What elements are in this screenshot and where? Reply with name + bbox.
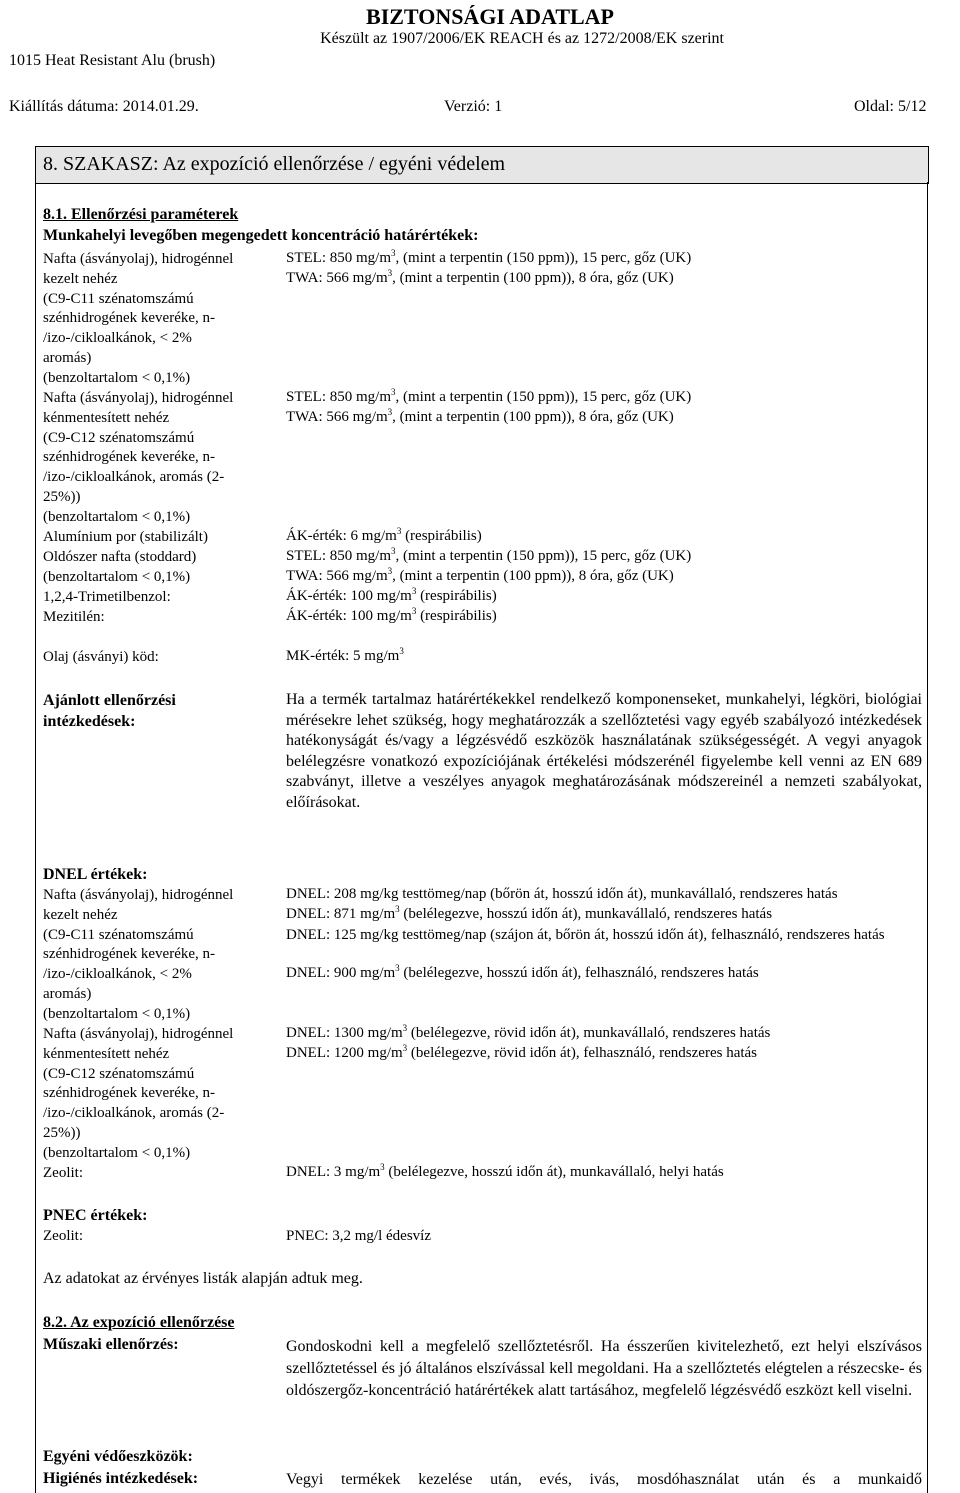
- product-name: 1015 Heat Resistant Alu (brush): [9, 52, 216, 69]
- substance-line: Zeolit:: [43, 1165, 83, 1181]
- dnel-substance-2: [43, 1025, 273, 1163]
- subsection-8-1-title: 8.1. Ellenőrzési paraméterek: [43, 206, 239, 223]
- substance-line: kénmentesített nehéz: [43, 409, 170, 426]
- technical-text: Gondoskodni kell a megfelelő szellőztetésről. Ha ésszerűen kivitelezhető, ezt helyi elszívásos szellőztetéssel és jó általános elszívással kell megoldani. Ha a szellőztetés elégtelen a részecske- és oldószergőz-koncentráció határértékek alatt tartásához, megfelelő légzésvédő eszközt kell viselni.: [286, 1338, 922, 1399]
- recommended-text: Ha a termék tartalmaz határértékekkel rendelkező komponenseket, munkahelyi, légköri, biológiai mérésekre lehet szükség, hogy meghatározzák a szellőztetési vagy egyéb szabályozó intézkedések hatékonyságát és/vagy a légzésvédő eszközök használatának szükségességét. A vegyi anyagok belélegzésre vonatkozó expozíciójának értékelési módszerénél figyelembe kell venni az EN 689 szabványt, illetve a veszélyes anyagok meghatározásának módszereinél a nemzeti szabályokat, előírásokat.: [286, 691, 922, 811]
- right-border: [927, 182, 928, 1493]
- substance-line: /izo-/cikloalkánok, aromás (2-: [43, 469, 225, 485]
- dnel-substance-1: [43, 886, 273, 1024]
- recommended-label-line: intézkedések:: [43, 713, 136, 730]
- substance-line: szénhidrogének keveréke, n-: [43, 310, 216, 327]
- limit-value: TWA: 566 $mg/m^3$, (mint a terpentin (100 ppm)), 8 óra, gőz (UK): [286, 566, 674, 584]
- limit-value: TWA: 566 $mg/m^3$, (mint a terpentin (100 ppm)), 8 óra, gőz (UK): [286, 268, 674, 286]
- dnel-value: DNEL: 1300 $mg/m^3$ (belélegezve, rövid időn át), munkavállaló, rendszeres hatás: [286, 1023, 771, 1041]
- limit-value: TWA: 566 $mg/m^3$, (mint a terpentin (100 ppm)), 8 óra, gőz (UK): [286, 407, 674, 425]
- version: Verzió: 1: [444, 98, 503, 115]
- subsection-8-2-title: 8.2. Az expozíció ellenőrzése: [43, 1314, 235, 1331]
- substance-line: Oldószer nafta (stoddard): [43, 549, 197, 565]
- dnel-value: DNEL: 900 $mg/m^3$ (belélegezve, hosszú időn át), felhasználó, rendszeres hatás: [286, 963, 759, 981]
- limit-substance-3: [43, 528, 273, 548]
- limit-value: ÁK-érték: 6 $mg/m^3$ (respirábilis): [286, 526, 482, 544]
- section-title: 8. SZAKASZ: Az expozíció ellenőrzése / egyéni védelem: [43, 153, 506, 175]
- substance-line: Nafta (ásványolaj), hidrogénnel: [43, 1026, 234, 1042]
- dnel-heading: DNEL értékek:: [43, 866, 148, 883]
- page-number: Oldal: 5/12: [854, 98, 927, 115]
- dnel-substance-3: [43, 1164, 273, 1184]
- substance-line: (C9-C11 szénatomszámú: [43, 290, 194, 307]
- document-title: BIZTONSÁGI ADATLAP: [366, 4, 614, 29]
- ppe-label: Egyéni védőeszközök:: [43, 1448, 193, 1465]
- document-subtitle: Készült az 1907/2006/EK REACH és az 1272/2008/EK szerint: [320, 30, 724, 47]
- dnel-value: DNEL: 125 mg/kg testtömeg/nap (szájon át, bőrön át, hosszú időn át), felhasználó, rendszeres hatás: [286, 927, 885, 943]
- substance-line: aromás): [43, 985, 92, 1002]
- substance-line: (benzoltartalom < 0,1%): [43, 369, 191, 386]
- limit-value: STEL: 850 $mg/m^3$, (mint a terpentin (150 ppm)), 15 perc, gőz (UK): [286, 387, 692, 405]
- substance-line: 25%)): [43, 488, 81, 505]
- dnel-value: DNEL: 1200 $mg/m^3$ (belélegezve, rövid időn át), felhasználó, rendszeres hatás: [286, 1043, 758, 1061]
- substance-line: szénhidrogének keveréke, n-: [43, 946, 216, 963]
- hygiene-text: Vegyi termékek kezelése után, evés, ivás, mosdóhasználat után és a munkaidő: [286, 1471, 922, 1488]
- dnel-value: DNEL: 3 $mg/m^3$ (belélegezve, hosszú időn át), munkavállaló, helyi hatás: [286, 1162, 724, 1180]
- substance-line: (benzoltartalom < 0,1%): [43, 1005, 191, 1022]
- limit-value: MK-érték: 5 $mg/m^3$: [286, 646, 404, 664]
- substance-line: (C9-C12 szénatomszámú: [43, 1065, 195, 1082]
- limit-substance-5: [43, 588, 273, 608]
- source-note: Az adatokat az érvényes listák alapján adtuk meg.: [43, 1270, 363, 1287]
- substance-line: (C9-C12 szénatomszámú: [43, 429, 195, 446]
- substance-line: (benzoltartalom < 0,1%): [43, 1144, 191, 1161]
- substance-line: Mezitilén:: [43, 609, 105, 625]
- limit-value: STEL: 850 $mg/m^3$, (mint a terpentin (150 ppm)), 15 perc, gőz (UK): [286, 248, 692, 266]
- limit-value: ÁK-érték: 100 $mg/m^3$ (respirábilis): [286, 606, 497, 624]
- pnec-substance: Zeolit:: [43, 1228, 83, 1244]
- limit-substance-7: [43, 648, 273, 668]
- substance-line: /izo-/cikloalkánok, aromás (2-: [43, 1105, 225, 1121]
- recommended-label: [43, 690, 176, 732]
- recommended-label-line: Ajánlott ellenőrzési: [43, 692, 176, 709]
- limit-substance-4: [43, 548, 273, 588]
- limit-value: ÁK-érték: 100 $mg/m^3$ (respirábilis): [286, 586, 497, 604]
- substance-line: (benzoltartalom < 0,1%): [43, 508, 191, 525]
- substance-line: Nafta (ásványolaj), hidrogénnel: [43, 887, 234, 903]
- pnec-heading: PNEC értékek:: [43, 1207, 148, 1224]
- technical-label: Műszaki ellenőrzés:: [43, 1336, 179, 1353]
- substance-line: (C9-C11 szénatomszámú: [43, 926, 194, 943]
- substance-line: Olaj (ásványi) köd:: [43, 649, 159, 665]
- substance-line: 1,2,4-Trimetilbenzol:: [43, 589, 171, 605]
- substance-line: Nafta (ásványolaj), hidrogénnel: [43, 251, 234, 267]
- substance-line: szénhidrogének keveréke, n-: [43, 1085, 216, 1102]
- substance-line: Alumínium por (stabilizált): [43, 529, 208, 545]
- substance-line: (benzoltartalom < 0,1%): [43, 568, 191, 585]
- substance-line: 25%)): [43, 1124, 81, 1141]
- left-border: [35, 182, 36, 1493]
- issue-date: Kiállítás dátuma: 2014.01.29.: [9, 98, 199, 115]
- substance-line: kezelt nehéz: [43, 270, 118, 287]
- substance-line: kezelt nehéz: [43, 906, 118, 923]
- limit-substance-6: [43, 608, 273, 628]
- limit-substance-1: [43, 250, 273, 388]
- substance-line: /izo-/cikloalkánok, < 2%: [43, 330, 192, 346]
- dnel-value: DNEL: 871 $mg/m^3$ (belélegezve, hosszú időn át), munkavállaló, rendszeres hatás: [286, 904, 773, 922]
- substance-line: szénhidrogének keveréke, n-: [43, 449, 216, 466]
- substance-line: /izo-/cikloalkánok, < 2%: [43, 966, 192, 982]
- substance-line: Nafta (ásványolaj), hidrogénnel: [43, 390, 234, 406]
- dnel-value: DNEL: 208 mg/kg testtömeg/nap (bőrön át, hosszú időn át), munkavállaló, rendszeres hatás: [286, 886, 838, 902]
- limit-substance-2: [43, 389, 273, 527]
- hygiene-label: Higiénés intézkedések:: [43, 1470, 199, 1487]
- substance-line: aromás): [43, 349, 92, 366]
- limits-heading: Munkahelyi levegőben megengedett koncentráció határértékek:: [43, 227, 479, 244]
- section-header: [35, 146, 929, 184]
- pnec-value: PNEC: 3,2 mg/l édesvíz: [286, 1228, 431, 1244]
- substance-line: kénmentesített nehéz: [43, 1045, 170, 1062]
- limit-value: STEL: 850 $mg/m^3$, (mint a terpentin (150 ppm)), 15 perc, gőz (UK): [286, 546, 692, 564]
